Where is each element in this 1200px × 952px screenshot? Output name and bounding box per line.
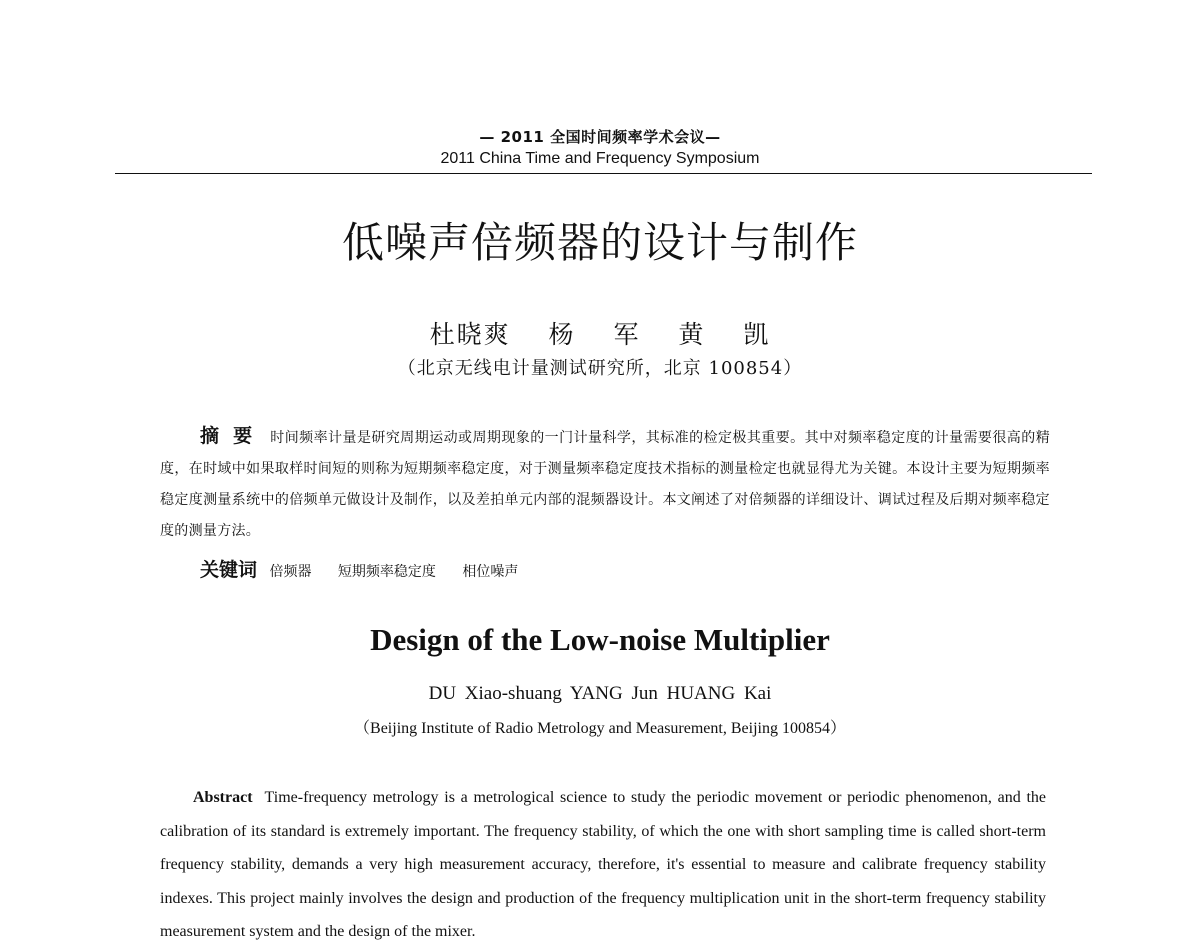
running-header-en: 2011 China Time and Frequency Symposium [440,150,760,167]
abstract-en [160,781,1046,949]
keyword-cn-item: 倍频器 [269,564,312,580]
abstract-cn-label: 摘要 [200,425,267,447]
paper-title-cn: 低噪声倍频器的设计与制作 [341,218,858,267]
keywords-cn [200,555,540,582]
abstract-cn-text: 时间频率计量是研究周期运动或周期现象的一门计量科学，其标准的检定极其重要。其中对频率稳定度的计量需要很高的精度，在时域中如果取样时间短的则称为短期频率稳定度，对于测量频率稳定度技术指标的测量检定也就显得尤为关键。本设计主要为短期频率稳定度测量系统中的倍频单元做设计及制作，以及差拍单元内部的混频器设计。本文阐述了对倍频器的详细设计、调试过程及后期对频率稳定度的测量方法。 [160,430,1050,539]
abstract-en-text: Time-frequency metrology is a metrological science to study the periodic movement or periodic phenomenon, and the calibration of its standard is extremely important. The frequency stability, of which the one with short sampling time is called short-term frequency stability, demands a very high measurement accuracy, therefore, it's essential to measure and calibrate frequency stability indexes. This project mainly involves the design and production of the frequency multiplication unit in the short-term frequency stability measurement system and the design of the mixer. [160,789,1046,940]
authors-en: DU Xiao-shuang YANG Jun HUANG Kai [428,683,772,704]
abstract-cn [160,421,1050,547]
affiliation-cn: （北京无线电计量测试研究所，北京 100854） [397,358,803,379]
authors-cn: 杜晓爽 杨 军 黄 凯 [429,320,771,349]
paper-title-en: Design of the Low-noise Multiplier [370,622,830,657]
running-header-cn: — 2011 全国时间频率学术会议— [479,128,721,146]
header-rule [115,173,1092,174]
keyword-cn-item: 短期频率稳定度 [337,564,436,580]
keyword-cn-item: 相位噪声 [462,564,519,580]
keywords-cn-label: 关键词 [200,559,258,581]
affiliation-en: （Beijing Institute of Radio Metrology and Measurement, Beijing 100854） [354,720,846,737]
abstract-en-label: Abstract [193,789,253,806]
